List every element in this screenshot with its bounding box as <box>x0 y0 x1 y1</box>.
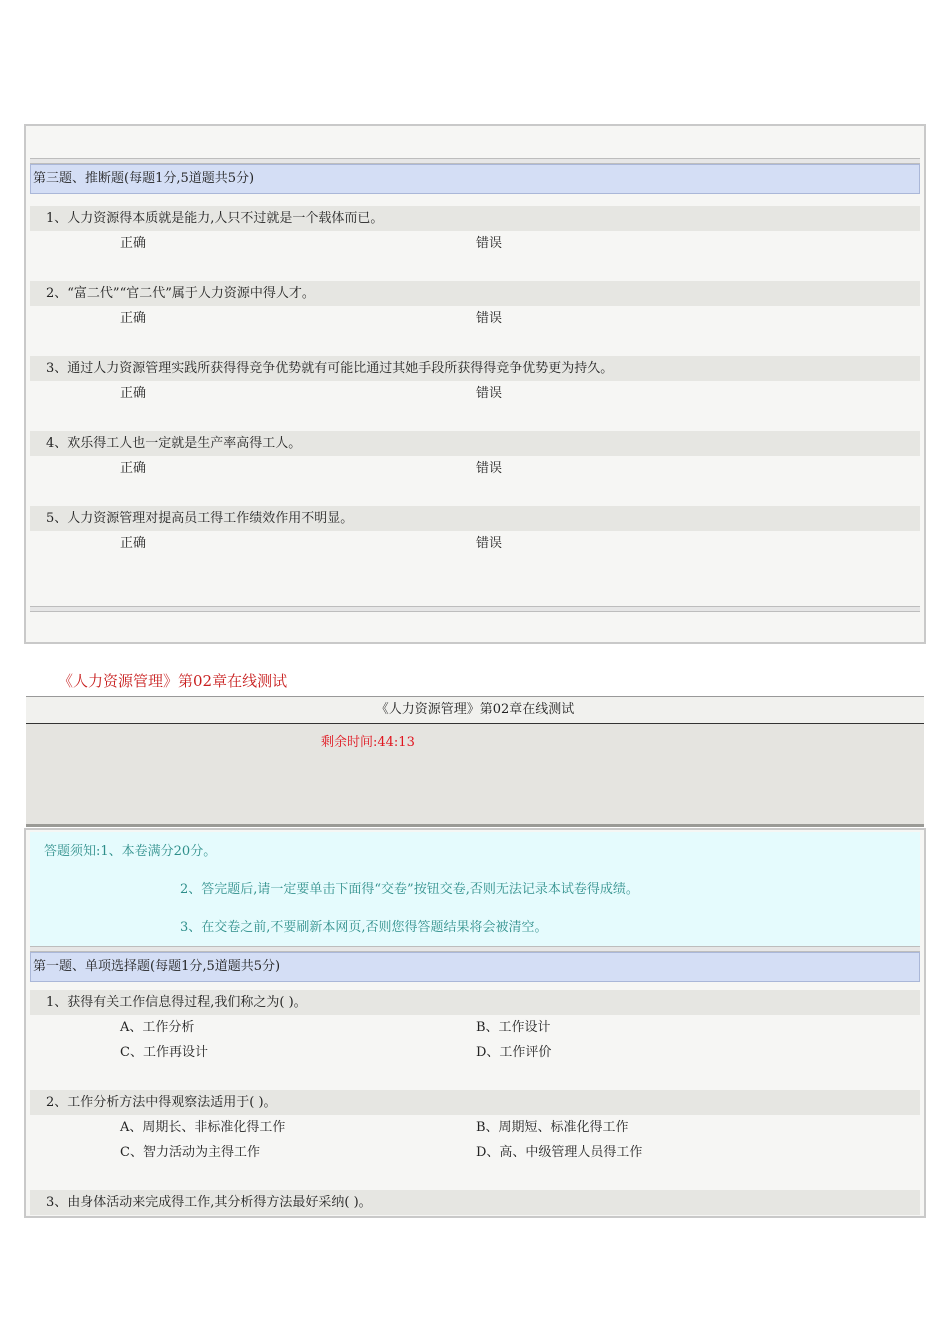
option-false[interactable]: 错误 <box>476 461 503 476</box>
countdown-timer: 剩余时间:44:13 <box>321 735 415 750</box>
option-false[interactable]: 错误 <box>476 236 503 251</box>
divider <box>30 606 920 612</box>
option-d[interactable]: D、高、中级管理人员得工作 <box>476 1145 643 1160</box>
option-true[interactable]: 正确 <box>120 386 147 401</box>
notice-box <box>30 832 920 946</box>
question-text: 4、欢乐得工人也一定就是生产率高得工人。 <box>30 431 920 456</box>
timer-panel <box>26 724 924 827</box>
choice-panel <box>24 828 926 1218</box>
option-a[interactable]: A、工作分析 <box>120 1020 195 1035</box>
answer-options <box>30 531 920 606</box>
question-text: 2、“富二代”“官二代”属于人力资源中得人才。 <box>30 281 920 306</box>
notice-line: 3、在交卷之前,不要刷新本网页,否则您得答题结果将会被清空。 <box>180 920 548 935</box>
answer-options <box>30 1015 920 1090</box>
option-false[interactable]: 错误 <box>476 311 503 326</box>
option-false[interactable]: 错误 <box>476 536 503 551</box>
option-a[interactable]: A、周期长、非标准化得工作 <box>120 1120 286 1135</box>
question-text: 3、由身体活动来完成得工作,其分析得方法最好采纳( )。 <box>30 1190 920 1215</box>
option-c[interactable]: C、工作再设计 <box>120 1045 208 1060</box>
question-text: 1、人力资源得本质就是能力,人只不过就是一个载体而已。 <box>30 206 920 231</box>
exam-header: 《人力资源管理》第02章在线测试 <box>26 696 924 725</box>
question-text: 1、获得有关工作信息得过程,我们称之为( )。 <box>30 990 920 1015</box>
option-true[interactable]: 正确 <box>120 536 147 551</box>
option-false[interactable]: 错误 <box>476 386 503 401</box>
answer-options <box>30 456 920 506</box>
question-text: 5、人力资源管理对提高员工得工作绩效作用不明显。 <box>30 506 920 531</box>
question-text: 2、工作分析方法中得观察法适用于( )。 <box>30 1090 920 1115</box>
notice-line: 答题须知:1、本卷满分20分。 <box>44 844 217 859</box>
notice-line: 2、答完题后,请一定要单击下面得“交卷”按钮交卷,否则无法记录本试卷得成绩。 <box>180 882 639 897</box>
option-true[interactable]: 正确 <box>120 311 147 326</box>
answer-options <box>30 306 920 356</box>
option-c[interactable]: C、智力活动为主得工作 <box>120 1145 260 1160</box>
exam-title: 《人力资源管理》第02章在线测试 <box>58 672 288 690</box>
answer-options <box>30 231 920 281</box>
option-true[interactable]: 正确 <box>120 461 147 476</box>
judgment-panel <box>24 124 926 644</box>
option-b[interactable]: B、工作设计 <box>476 1020 551 1035</box>
option-true[interactable]: 正确 <box>120 236 147 251</box>
section-header: 第一题、单项选择题(每题1分,5道题共5分) <box>30 952 920 982</box>
option-d[interactable]: D、工作评价 <box>476 1045 552 1060</box>
panel-top-space <box>26 126 924 158</box>
section-header: 第三题、推断题(每题1分,5道题共5分) <box>30 164 920 194</box>
answer-options <box>30 381 920 431</box>
answer-options <box>30 1115 920 1190</box>
option-b[interactable]: B、周期短、标准化得工作 <box>476 1120 629 1135</box>
question-text: 3、通过人力资源管理实践所获得得竞争优势就有可能比通过其她手段所获得得竞争优势更为持久。 <box>30 356 920 381</box>
